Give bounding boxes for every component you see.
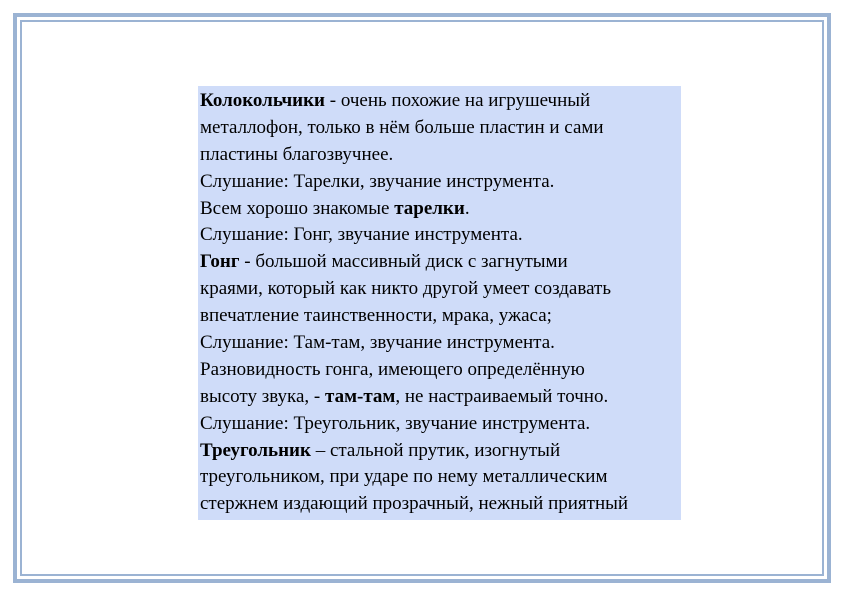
text-segment: Слушание: Треугольник, звучание инструмента. <box>200 412 591 434</box>
text-segment: металлофон, только в нём больше пластин и сами <box>200 116 604 138</box>
bold-term: Колокольчики <box>200 90 326 111</box>
text-line <box>200 384 681 411</box>
text-line <box>200 276 681 303</box>
text-segment: . <box>464 197 470 219</box>
text-segment: стержнем издающий прозрачный, нежный приятный <box>200 493 629 515</box>
text-line <box>200 491 681 518</box>
text-line <box>200 464 681 491</box>
text-line <box>200 115 681 142</box>
text-segment: треугольником, при ударе по нему металлическим <box>200 466 608 488</box>
text-segment: Слушание: Гонг, звучание инструмента. <box>200 224 523 246</box>
text-segment: - большой массивный диск с загнутыми <box>239 251 568 273</box>
bold-term: Треугольник <box>200 439 311 461</box>
text-segment: Разновидность гонга, имеющего определённую <box>200 358 585 380</box>
text-segment: краями, который как никто другой умеет создавать <box>200 278 611 300</box>
text-segment: Всем хорошо знакомые <box>200 197 395 219</box>
text-line <box>200 142 681 169</box>
text-line <box>200 357 681 384</box>
slide-text-block <box>198 86 681 520</box>
text-segment: пластины благозвучнее. <box>200 143 394 165</box>
text-line <box>200 303 681 330</box>
text-segment: высоту звука, - <box>200 385 326 407</box>
text-line <box>200 330 681 357</box>
text-segment: , не настраиваемый точно. <box>395 385 609 407</box>
text-line <box>200 88 681 115</box>
text-segment: - очень похожие на игрушечный <box>325 90 591 111</box>
text-segment: – стальной прутик, изогнутый <box>310 439 561 461</box>
bold-term: тарелки <box>394 197 465 219</box>
text-line <box>200 169 681 196</box>
bold-term: там-там <box>325 385 396 407</box>
text-segment: Слушание: Тарелки, звучание инструмента. <box>200 170 555 192</box>
text-segment: впечатление таинственности, мрака, ужаса; <box>200 305 552 327</box>
text-line <box>200 438 681 465</box>
bold-term: Гонг <box>200 251 240 273</box>
text-segment: Слушание: Там-там, звучание инструмента. <box>200 332 555 354</box>
text-line <box>200 222 681 249</box>
text-line <box>200 249 681 276</box>
text-line <box>200 411 681 438</box>
text-line <box>200 196 681 223</box>
